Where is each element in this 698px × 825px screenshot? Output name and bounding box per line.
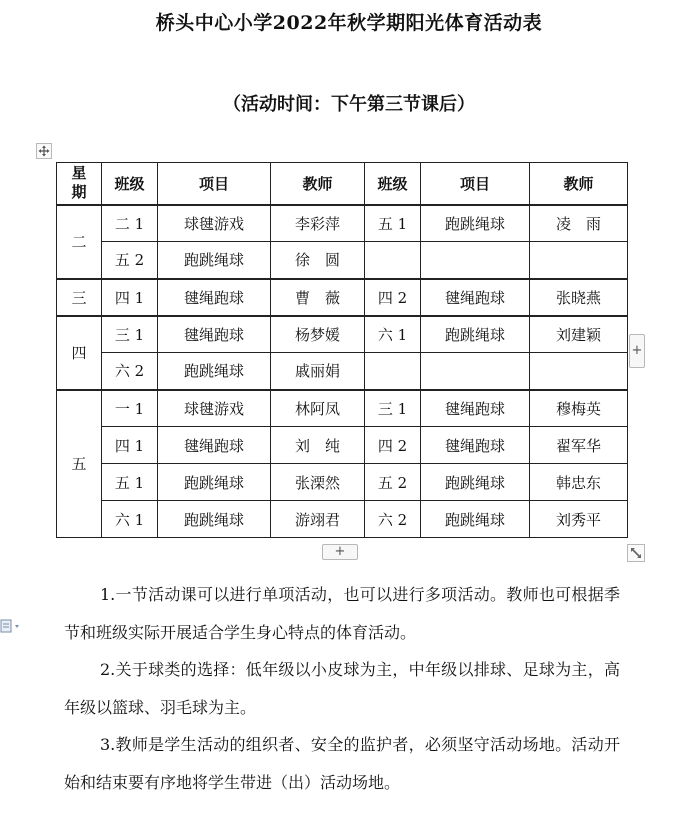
teacher-cell[interactable]: 张晓燕 xyxy=(530,279,628,316)
project-cell[interactable] xyxy=(421,353,530,390)
project-cell[interactable]: 跑跳绳球 xyxy=(158,464,271,501)
teacher-cell[interactable]: 张溧然 xyxy=(271,464,365,501)
table-row xyxy=(57,316,628,353)
day-cell-wednesday[interactable]: 三 xyxy=(57,279,102,316)
header-class-1[interactable]: 班级 xyxy=(102,163,158,205)
class-cell[interactable]: 四 1 xyxy=(102,279,158,316)
teacher-cell[interactable]: 凌 雨 xyxy=(530,205,628,242)
day-cell-thursday[interactable]: 四 xyxy=(57,316,102,390)
day-cell-friday[interactable]: 五 xyxy=(57,390,102,538)
project-cell[interactable]: 毽绳跑球 xyxy=(158,427,271,464)
document-subtitle: （活动时间：下午第三节课后） xyxy=(223,94,475,115)
class-cell[interactable] xyxy=(365,353,421,390)
resize-diagonal-icon xyxy=(629,546,643,560)
teacher-cell[interactable]: 戚丽娟 xyxy=(271,353,365,390)
project-cell[interactable]: 跑跳绳球 xyxy=(421,205,530,242)
header-class-2[interactable]: 班级 xyxy=(365,163,421,205)
table-row xyxy=(57,242,628,279)
class-cell[interactable]: 三 1 xyxy=(102,316,158,353)
class-cell[interactable]: 六 2 xyxy=(102,353,158,390)
header-day[interactable]: 星期 xyxy=(57,163,102,205)
note-paragraph-3: 3.教师是学生活动的组织者、安全的监护者，必须坚守活动场地。活动开始和结束要有序地将学生带进（出）活动场地。 xyxy=(64,735,620,792)
class-cell[interactable]: 五 2 xyxy=(102,242,158,279)
teacher-cell[interactable] xyxy=(530,242,628,279)
teacher-cell[interactable]: 徐 圆 xyxy=(271,242,365,279)
table-row xyxy=(57,205,628,242)
project-cell[interactable]: 跑跳绳球 xyxy=(158,353,271,390)
teacher-cell[interactable]: 穆梅英 xyxy=(530,390,628,427)
project-cell[interactable]: 毽绳跑球 xyxy=(421,390,530,427)
teacher-cell[interactable]: 翟军华 xyxy=(530,427,628,464)
class-cell[interactable]: 五 1 xyxy=(365,205,421,242)
project-cell[interactable] xyxy=(421,242,530,279)
table-move-handle[interactable] xyxy=(36,143,52,159)
class-cell[interactable]: 三 1 xyxy=(365,390,421,427)
class-cell[interactable]: 五 1 xyxy=(102,464,158,501)
teacher-cell[interactable]: 曹 薇 xyxy=(271,279,365,316)
day-cell-tuesday[interactable]: 二 xyxy=(57,205,102,279)
class-cell[interactable]: 一 1 xyxy=(102,390,158,427)
teacher-cell[interactable]: 刘 纯 xyxy=(271,427,365,464)
header-teacher-1[interactable]: 教师 xyxy=(271,163,365,205)
class-cell[interactable]: 二 1 xyxy=(102,205,158,242)
project-cell[interactable]: 跑跳绳球 xyxy=(421,501,530,538)
document-title: 桥头中心小学2022年秋学期阳光体育活动表 xyxy=(155,12,543,34)
project-cell[interactable]: 球毽游戏 xyxy=(158,205,271,242)
header-teacher-2[interactable]: 教师 xyxy=(530,163,628,205)
teacher-cell[interactable]: 林阿凤 xyxy=(271,390,365,427)
table-row xyxy=(57,353,628,390)
notes-section xyxy=(64,576,620,801)
teacher-cell[interactable]: 韩忠东 xyxy=(530,464,628,501)
class-cell[interactable] xyxy=(365,242,421,279)
class-cell[interactable]: 六 1 xyxy=(102,501,158,538)
teacher-cell[interactable]: 游翊君 xyxy=(271,501,365,538)
header-project-2[interactable]: 项目 xyxy=(421,163,530,205)
project-cell[interactable]: 毽绳跑球 xyxy=(421,427,530,464)
paste-options-icon[interactable] xyxy=(0,618,22,632)
add-row-button[interactable]: + xyxy=(322,544,358,560)
note-paragraph-2: 2.关于球类的选择：低年级以小皮球为主，中年级以排球、足球为主，高年级以篮球、羽毛球为主。 xyxy=(64,660,620,717)
project-cell[interactable]: 跑跳绳球 xyxy=(421,464,530,501)
project-cell[interactable]: 毽绳跑球 xyxy=(158,279,271,316)
table-row xyxy=(57,427,628,464)
class-cell[interactable]: 四 1 xyxy=(102,427,158,464)
class-cell[interactable]: 四 2 xyxy=(365,427,421,464)
teacher-cell[interactable] xyxy=(530,353,628,390)
table-row xyxy=(57,390,628,427)
project-cell[interactable]: 跑跳绳球 xyxy=(421,316,530,353)
table-row xyxy=(57,501,628,538)
note-paragraph-1: 1.一节活动课可以进行单项活动，也可以进行多项活动。教师也可根据季节和班级实际开展适合学生身心特点的体育活动。 xyxy=(64,585,620,642)
project-cell[interactable]: 毽绳跑球 xyxy=(421,279,530,316)
class-cell[interactable]: 六 2 xyxy=(365,501,421,538)
teacher-cell[interactable]: 刘秀平 xyxy=(530,501,628,538)
table-resize-handle[interactable] xyxy=(627,544,645,562)
project-cell[interactable]: 毽绳跑球 xyxy=(158,316,271,353)
header-project-1[interactable]: 项目 xyxy=(158,163,271,205)
table-row xyxy=(57,279,628,316)
table-header-row xyxy=(57,163,628,205)
teacher-cell[interactable]: 刘建颖 xyxy=(530,316,628,353)
teacher-cell[interactable]: 杨梦媛 xyxy=(271,316,365,353)
class-cell[interactable]: 四 2 xyxy=(365,279,421,316)
project-cell[interactable]: 跑跳绳球 xyxy=(158,501,271,538)
project-cell[interactable]: 跑跳绳球 xyxy=(158,242,271,279)
class-cell[interactable]: 六 1 xyxy=(365,316,421,353)
teacher-cell[interactable]: 李彩萍 xyxy=(271,205,365,242)
move-arrows-icon xyxy=(38,145,50,157)
project-cell[interactable]: 球毽游戏 xyxy=(158,390,271,427)
class-cell[interactable]: 五 2 xyxy=(365,464,421,501)
add-column-button[interactable]: + xyxy=(629,334,645,368)
activity-schedule-table xyxy=(56,162,628,538)
table-row xyxy=(57,464,628,501)
